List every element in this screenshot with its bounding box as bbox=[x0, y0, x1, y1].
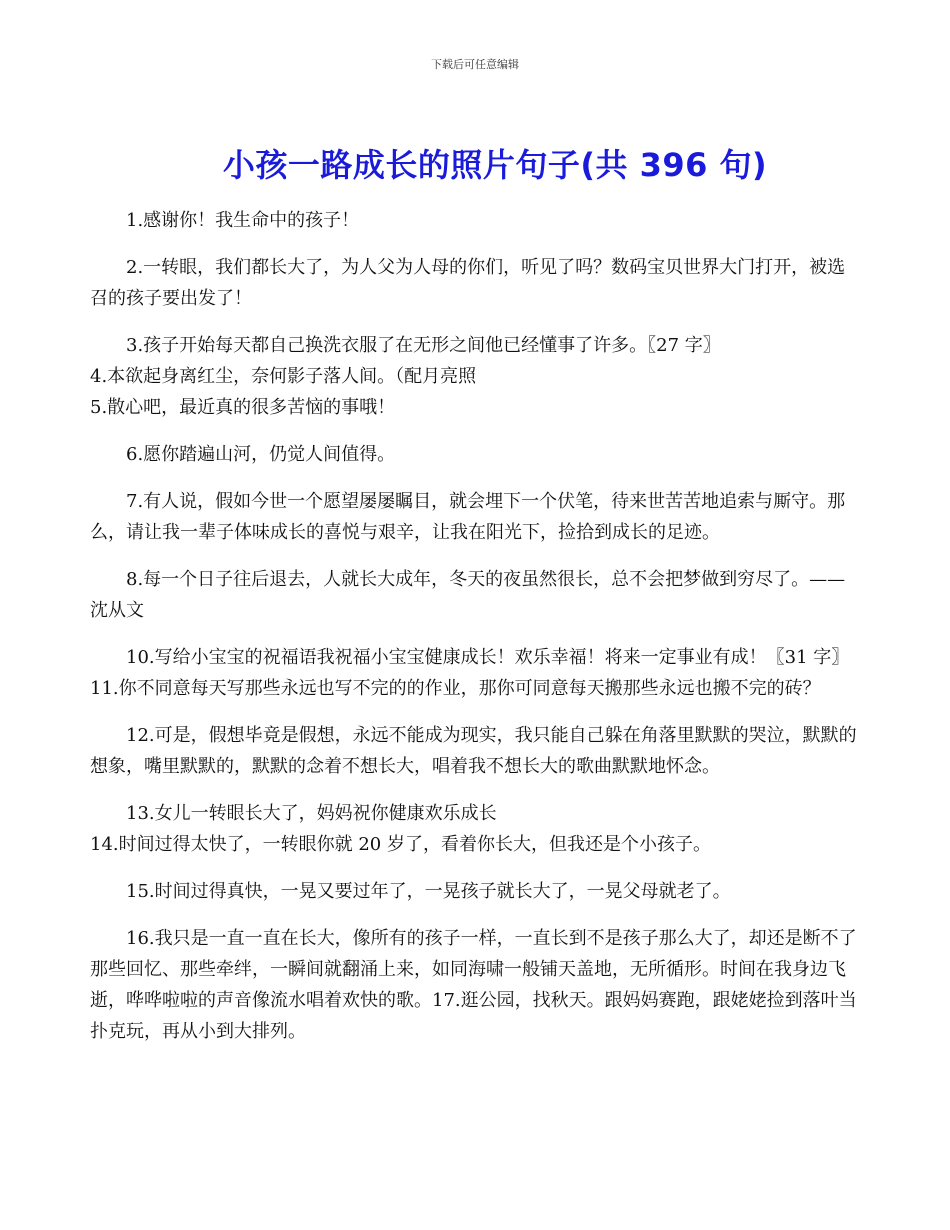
paragraph-7: 7.有人说，假如今世一个愿望屡屡瞩目，就会埋下一个伏笔，待来世苦苦地追索与厮守。那么，请让我一辈子体味成长的喜悦与艰辛，让我在阳光下，捡拾到成长的足迹。 bbox=[90, 491, 846, 543]
paragraph-2: 2.一转眼，我们都长大了，为人父为人母的你们，听见了吗？数码宝贝世界大门打开，被选召的孩子要出发了！ bbox=[90, 257, 846, 309]
paragraph-6: 6.愿你踏遍山河，仍觉人间值得。 bbox=[126, 444, 396, 465]
paragraph-14: 14.时间过得太快了，一转眼你就 20 岁了，看着你长大，但我还是个小孩子。 bbox=[90, 834, 711, 855]
header-note: 下载后可任意编辑 bbox=[431, 58, 519, 71]
paragraph-3: 3.孩子开始每天都自己换洗衣服了在无形之间他已经懂事了许多。〖27 字〗 bbox=[126, 335, 721, 356]
paragraph-15: 15.时间过得真快，一晃又要过年了，一晃孩子就长大了，一晃父母就老了。 bbox=[126, 881, 731, 902]
paragraph-10: 10.写给小宝宝的祝福语我祝福小宝宝健康成长！欢乐幸福！将来一定事业有成！〖31 字〗11.你不同意每天写那些永远也写不完的的作业，那你可同意每天搬那些永远也搬不完的砖？ bbox=[90, 647, 850, 699]
paragraph-8: 8.每一个日子往后退去，人就长大成年，冬天的夜虽然很长，总不会把梦做到穷尽了。——沈从文 bbox=[90, 569, 846, 621]
paragraph-13: 13.女儿一转眼长大了，妈妈祝你健康欢乐成长 bbox=[126, 803, 497, 824]
paragraph-16: 16.我只是一直一直在长大，像所有的孩子一样，一直长到不是孩子那么大了，却还是断不了那些回忆、那些牵绊，一瞬间就翻涌上来，如同海啸一般铺天盖地，无所循形。时间在我身边飞逝，哗哗啦啦的声音像流水唱着欢快的歌。17.逛公园，找秋天。跟妈妈赛跑，跟姥姥捡到落叶当扑克玩，再从小到大排列。 bbox=[90, 928, 857, 1042]
paragraph-4: 4.本欲起身离红尘，奈何影子落人间。（配月亮照 bbox=[90, 366, 477, 387]
document-title: 小孩一路成长的照片句子(共 396 句) bbox=[222, 146, 768, 184]
paragraph-5: 5.散心吧，最近真的很多苦恼的事哦！ bbox=[90, 397, 396, 418]
paragraph-1: 1.感谢你！我生命中的孩子！ bbox=[126, 210, 360, 231]
paragraph-12: 12.可是，假想毕竟是假想，永远不能成为现实，我只能自己躲在角落里默默的哭泣，默默的想象，嘴里默默的，默默的念着不想长大，唱着我不想长大的歌曲默默地怀念。 bbox=[90, 725, 857, 777]
document-body bbox=[90, 205, 860, 1063]
